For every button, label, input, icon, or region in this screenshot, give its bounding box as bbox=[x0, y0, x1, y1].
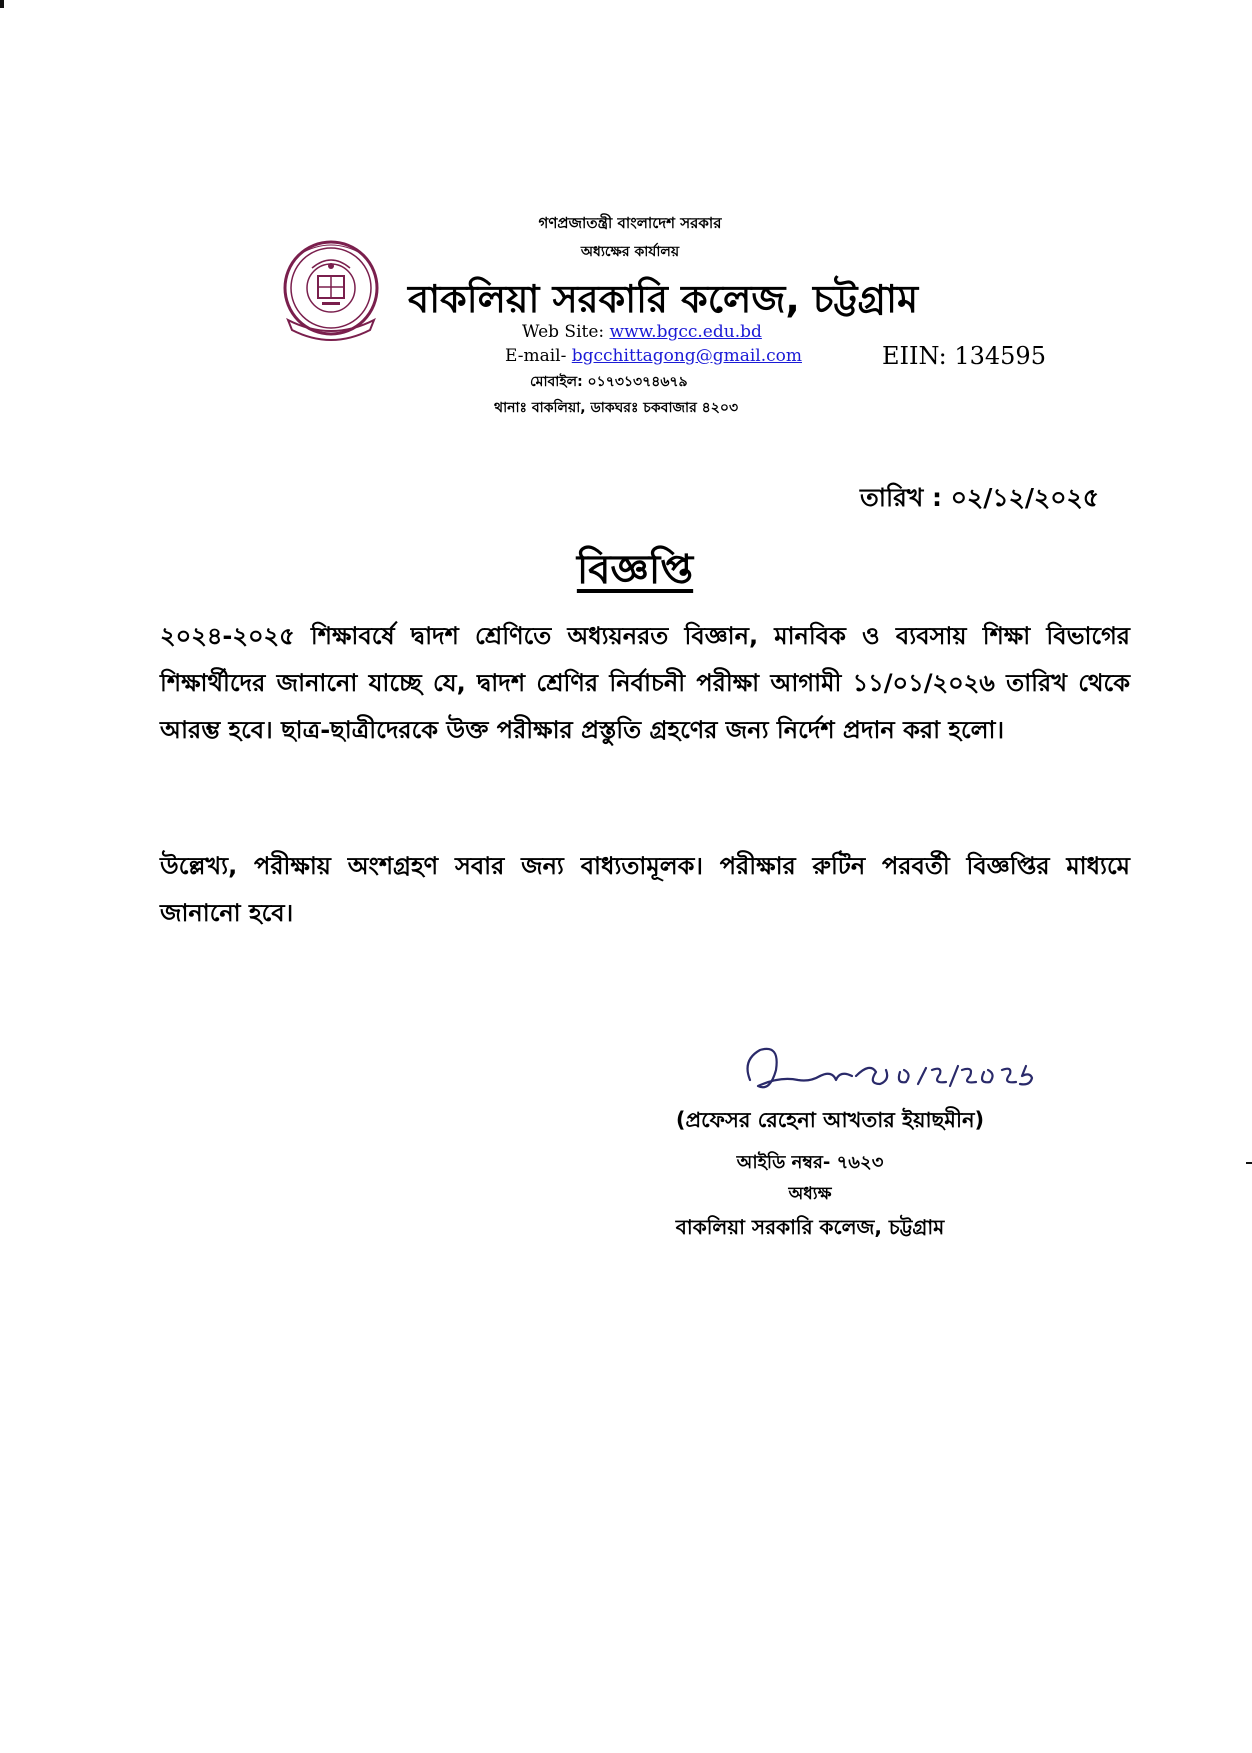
website-link[interactable]: www.bgcc.edu.bd bbox=[609, 322, 762, 342]
website-line bbox=[522, 322, 762, 342]
signatory-designation: অধ্যক্ষ bbox=[788, 1184, 832, 1204]
email-label: E-mail- bbox=[505, 346, 572, 366]
address-line: থানাঃ বাকলিয়া, ডাকঘরঃ চকবাজার ৪২০৩ bbox=[494, 400, 739, 416]
college-logo-seal bbox=[278, 238, 384, 346]
notice-paragraph-1: ২০২৪-২০২৫ শিক্ষাবর্ষে দ্বাদশ শ্রেণিতে অধ্যয়নরত বিজ্ঞান, মানবিক ও ব্যবসায় শিক্ষা বিভাগের শিক্ষার্থীদের জানানো যাচ্ছে যে, দ্বাদশ শ্রেণির নির্বাচনী পরীক্ষা আগামী ১১/০১/২০২৬ তারিখ থেকে আরম্ভ হবে। ছাত্র-ছাত্রীদেরকে উক্ত পরীক্ষার প্রস্তুতি গ্রহণের জন্য নির্দেশ প্রদান করা হলো। bbox=[160, 622, 1130, 744]
notice-title: বিজ্ঞপ্তি bbox=[576, 547, 694, 593]
notice-paragraph-2: উল্লেখ্য, পরীক্ষায় অংশগ্রহণ সবার জন্য বাধ্যতামূলক। পরীক্ষার রুটিন পরবর্তী বিজ্ঞপ্তির মাধ্যমে জানানো হবে। bbox=[160, 852, 1130, 927]
office-line: অধ্যক্ষের কার্যালয় bbox=[580, 244, 680, 260]
email-line bbox=[505, 346, 802, 366]
scan-edge-mark bbox=[0, 0, 4, 8]
college-name-heading: বাকলিয়া সরকারি কলেজ, চট্টগ্রাম bbox=[408, 277, 919, 321]
email-link[interactable]: bgcchittagong@gmail.com bbox=[571, 346, 802, 366]
signatory-id: আইডি নম্বর- ৭৬২৩ bbox=[736, 1152, 884, 1173]
mobile-number: মোবাইল: ০১৭৩১৩৭৪৬৭৯ bbox=[530, 374, 688, 390]
scan-edge-mark bbox=[1246, 1162, 1252, 1164]
signatory-college: বাকলিয়া সরকারি কলেজ, চট্টগ্রাম bbox=[675, 1215, 945, 1239]
notice-date: তারিখ : ০২/১২/২০২৫ bbox=[860, 483, 1099, 512]
eiin-number: EIIN: 134595 bbox=[882, 342, 1046, 370]
signatory-name: (প্রফেসর রেহেনা আখতার ইয়াছমীন) bbox=[675, 1108, 985, 1132]
website-label: Web Site: bbox=[522, 322, 610, 342]
handwritten-signature bbox=[740, 1040, 1070, 1112]
government-line: গণপ্রজাতন্ত্রী বাংলাদেশ সরকার bbox=[538, 214, 722, 232]
